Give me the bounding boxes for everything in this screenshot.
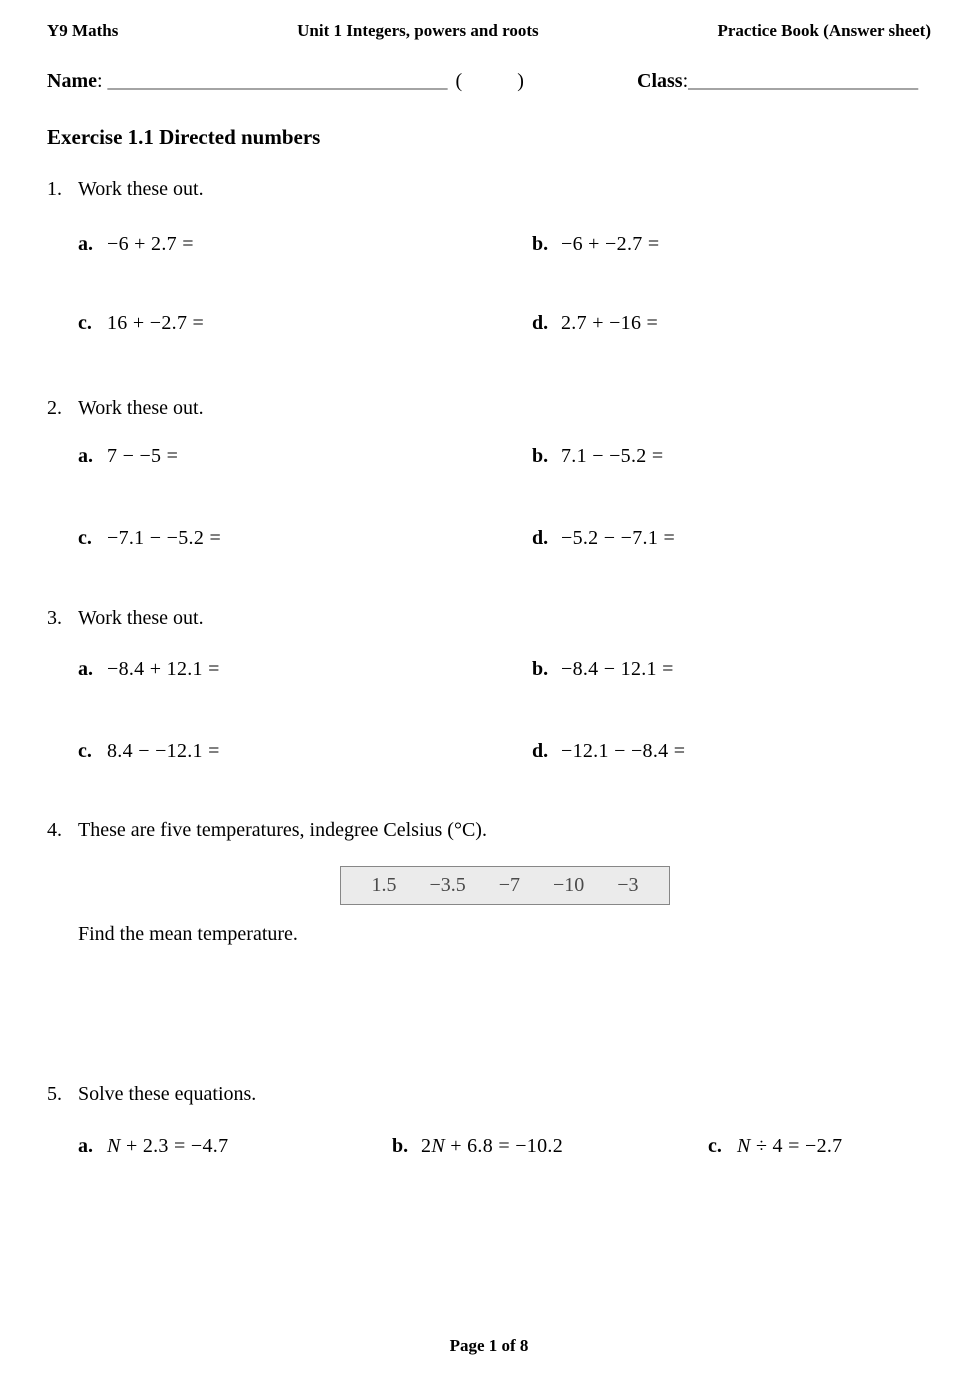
temperature-value: −3.5 (429, 874, 466, 896)
variable-n: N (431, 1135, 445, 1157)
question-2-part-a: a. 7 − −5 = (78, 445, 179, 467)
question-3-number: 3. (47, 607, 62, 629)
question-4-followup: Find the mean temperature. (78, 923, 298, 945)
expression: −5.2 − −7.1 = (561, 527, 676, 549)
class-label: Class (637, 70, 683, 92)
expression: 7.1 − −5.2 = (561, 445, 664, 467)
temperature-box (340, 866, 670, 905)
expression: −6 + −2.7 = (561, 233, 660, 255)
variable-n: N (737, 1135, 751, 1157)
question-5-part-a: a. N + 2.3 = −4.7 (78, 1135, 229, 1157)
temperature-value: −10 (553, 874, 585, 896)
class-colon: : (682, 70, 689, 92)
question-4-text: These are five temperatures, indegree Celsius (°C). (78, 819, 487, 841)
expression: −12.1 − −8.4 = (561, 740, 686, 762)
expression: −7.1 − −5.2 = (107, 527, 222, 549)
question-5-part-b: b. 2N + 6.8 = −10.2 (392, 1135, 563, 1157)
question-1-text: Work these out. (78, 178, 204, 200)
equation: N ÷ 4 = −2.7 (737, 1135, 843, 1157)
expression: −6 + 2.7 = (107, 233, 194, 255)
question-3-text: Work these out. (78, 607, 204, 629)
question-3-row-2 (0, 740, 978, 766)
question-4-number: 4. (47, 819, 62, 841)
equation: N + 2.3 = −4.7 (107, 1135, 229, 1157)
expression: 7 − −5 = (107, 445, 179, 467)
question-3-part-d: d. −12.1 − −8.4 = (532, 740, 686, 762)
temperature-value: −7 (498, 874, 520, 896)
class-blank-field: _______________________ (688, 70, 919, 92)
header-unit-title: Unit 1 Integers, powers and roots (297, 21, 539, 40)
question-2-part-c: c. −7.1 − −5.2 = (78, 527, 222, 549)
question-1-row-2 (0, 312, 978, 338)
expression: 2.7 + −16 = (561, 312, 659, 334)
question-1-number: 1. (47, 178, 62, 200)
name-blank-field: __________________________________ (107, 70, 448, 92)
equation: 2N + 6.8 = −10.2 (421, 1135, 563, 1157)
question-2-prompt (47, 397, 204, 420)
exercise-title: Exercise 1.1 Directed numbers (47, 125, 321, 149)
question-2-part-d: d. −5.2 − −7.1 = (532, 527, 676, 549)
question-5-number: 5. (47, 1083, 62, 1105)
name-label: Name (47, 70, 97, 92)
paren-close: ) (517, 70, 524, 92)
page-footer: Page 1 of 8 (449, 1336, 529, 1355)
question-2-row-2 (0, 527, 978, 553)
question-3-part-b: b. −8.4 − 12.1 = (532, 658, 674, 680)
question-2-part-b: b. 7.1 − −5.2 = (532, 445, 664, 467)
question-1-row-1 (0, 233, 978, 259)
paren-open: ( (455, 70, 463, 92)
question-5-row (0, 1135, 978, 1161)
header-course: Y9 Maths (47, 21, 119, 40)
page-header (47, 21, 931, 41)
variable-n: N (107, 1135, 121, 1157)
question-1-part-a: a. −6 + 2.7 = (78, 233, 194, 255)
question-2-number: 2. (47, 397, 62, 419)
expression: 16 + −2.7 = (107, 312, 205, 334)
temperature-value: 1.5 (371, 874, 397, 896)
question-1-part-d: d. 2.7 + −16 = (532, 312, 659, 334)
temperature-value: −3 (617, 874, 639, 896)
question-3-row-1 (0, 658, 978, 684)
question-3-prompt (47, 607, 204, 630)
expression: −8.4 − 12.1 = (561, 658, 674, 680)
header-book-title: Practice Book (Answer sheet) (717, 21, 931, 40)
expression: 8.4 − −12.1 = (107, 740, 220, 762)
question-2-row-1 (0, 445, 978, 471)
question-5-part-c: c. N ÷ 4 = −2.7 (708, 1135, 843, 1157)
question-2-text: Work these out. (78, 397, 204, 419)
name-line (47, 70, 524, 93)
question-1-part-c: c. 16 + −2.7 = (78, 312, 205, 334)
question-3-part-c: c. 8.4 − −12.1 = (78, 740, 220, 762)
name-colon: : (96, 70, 108, 92)
question-3-part-a: a. −8.4 + 12.1 = (78, 658, 220, 680)
expression: −8.4 + 12.1 = (107, 658, 220, 680)
question-5-text: Solve these equations. (78, 1083, 257, 1105)
class-line (637, 70, 918, 93)
question-1-part-b: b. −6 + −2.7 = (532, 233, 660, 255)
question-4-prompt (47, 819, 487, 842)
question-1-prompt (47, 178, 204, 201)
question-5-prompt (47, 1083, 256, 1106)
